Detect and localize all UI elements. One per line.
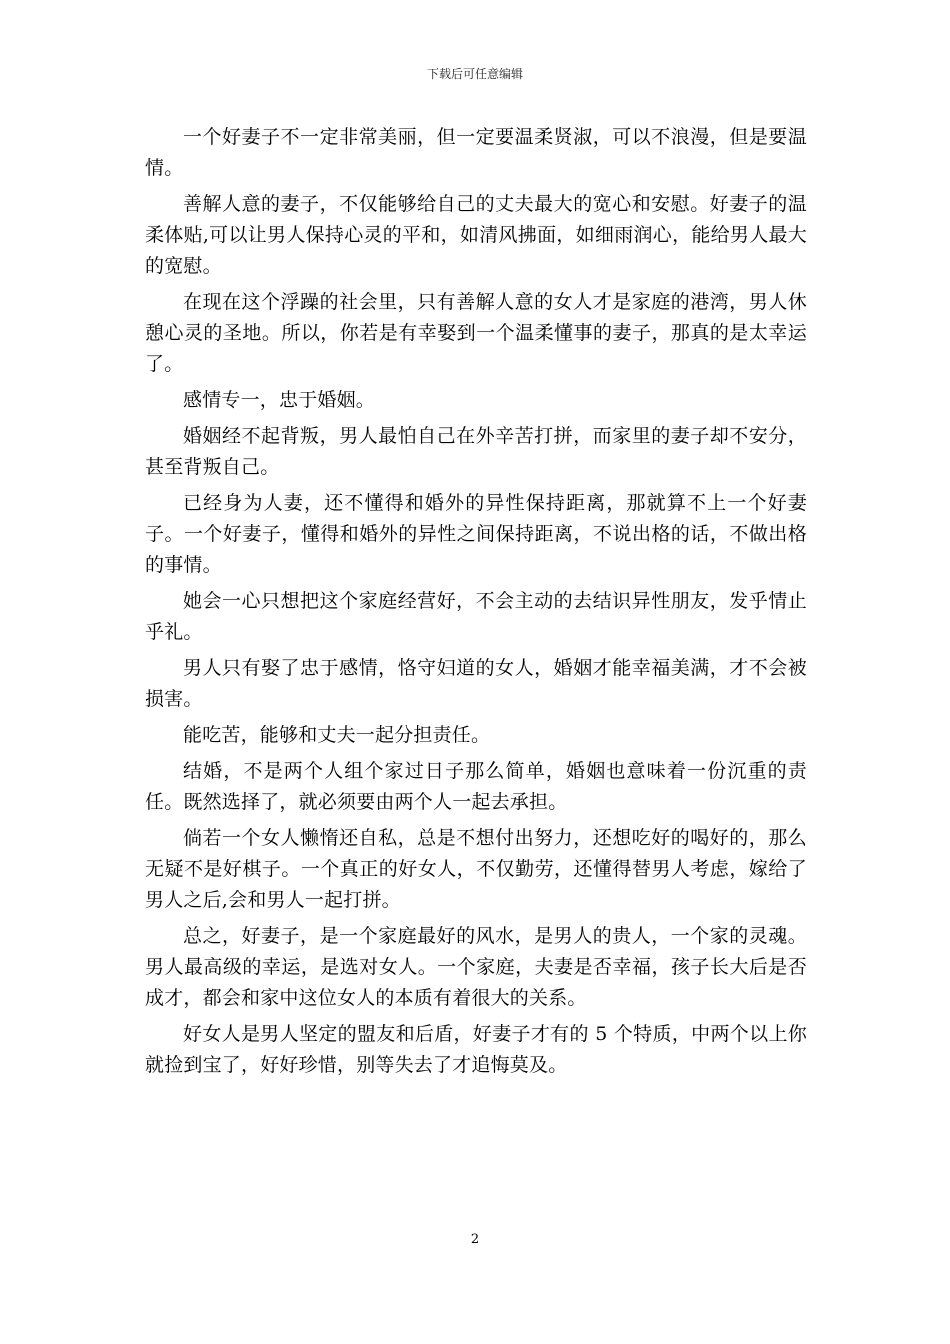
document-body [145,122,807,1086]
paragraph-11: 倘若一个女人懒惰还自私，总是不想付出努力，还想吃好的喝好的，那么无疑不是好棋子。一个真正的好女人，不仅勤劳，还懂得替男人考虑，嫁给了男人之后,会和男人一起打拼。 [145,827,807,911]
paragraph-4: 感情专一，忠于婚姻。 [183,389,376,411]
paragraph-9: 能吃苦，能够和丈夫一起分担责任。 [183,724,491,746]
paragraph-8: 男人只有娶了忠于感情，恪守妇道的女人，婚姻才能幸福美满，才不会被损害。 [145,657,807,710]
paragraph-12: 总之，好妻子，是一个家庭最好的风水，是男人的贵人，一个家的灵魂。男人最高级的幸运，是选对女人。一个家庭，夫妻是否幸福，孩子长大后是否成才，都会和家中这位女人的本质有着很大的关系。 [145,925,807,1009]
paragraph-5: 婚姻经不起背叛，男人最怕自己在外辛苦打拼，而家里的妻子却不安分，甚至背叛自己。 [145,425,807,478]
paragraph-1: 一个好妻子不一定非常美丽，但一定要温柔贤淑，可以不浪漫，但是要温情。 [145,126,807,179]
paragraph-13: 好女人是男人坚定的盟友和后盾，好妻子才有的 5 个特质，中两个以上你就捡到宝了，好好珍惜，别等失去了才追悔莫及。 [145,1023,807,1076]
paragraph-2: 善解人意的妻子，不仅能够给自己的丈夫最大的宽心和安慰。好妻子的温柔体贴,可以让男人保持心灵的平和，如清风拂面，如细雨润心，能给男人最大的宽慰。 [145,193,807,277]
paragraph-6: 已经身为人妻，还不懂得和婚外的异性保持距离，那就算不上一个好妻子。一个好妻子，懂得和婚外的异性之间保持距离，不说出格的话，不做出格的事情。 [145,492,807,576]
paragraph-3: 在现在这个浮躁的社会里，只有善解人意的女人才是家庭的港湾，男人休憩心灵的圣地。所以，你若是有幸娶到一个温柔懂事的妻子，那真的是太幸运了。 [145,291,807,375]
paragraph-7: 她会一心只想把这个家庭经营好，不会主动的去结识异性朋友，发乎情止乎礼。 [145,590,807,643]
paragraph-10: 结婚，不是两个人组个家过日子那么简单，婚姻也意味着一份沉重的责任。既然选择了，就必须要由两个人一起去承担。 [145,760,807,813]
page-number: 2 [470,1232,480,1247]
page-header: 下载后可任意编辑 [426,67,523,81]
